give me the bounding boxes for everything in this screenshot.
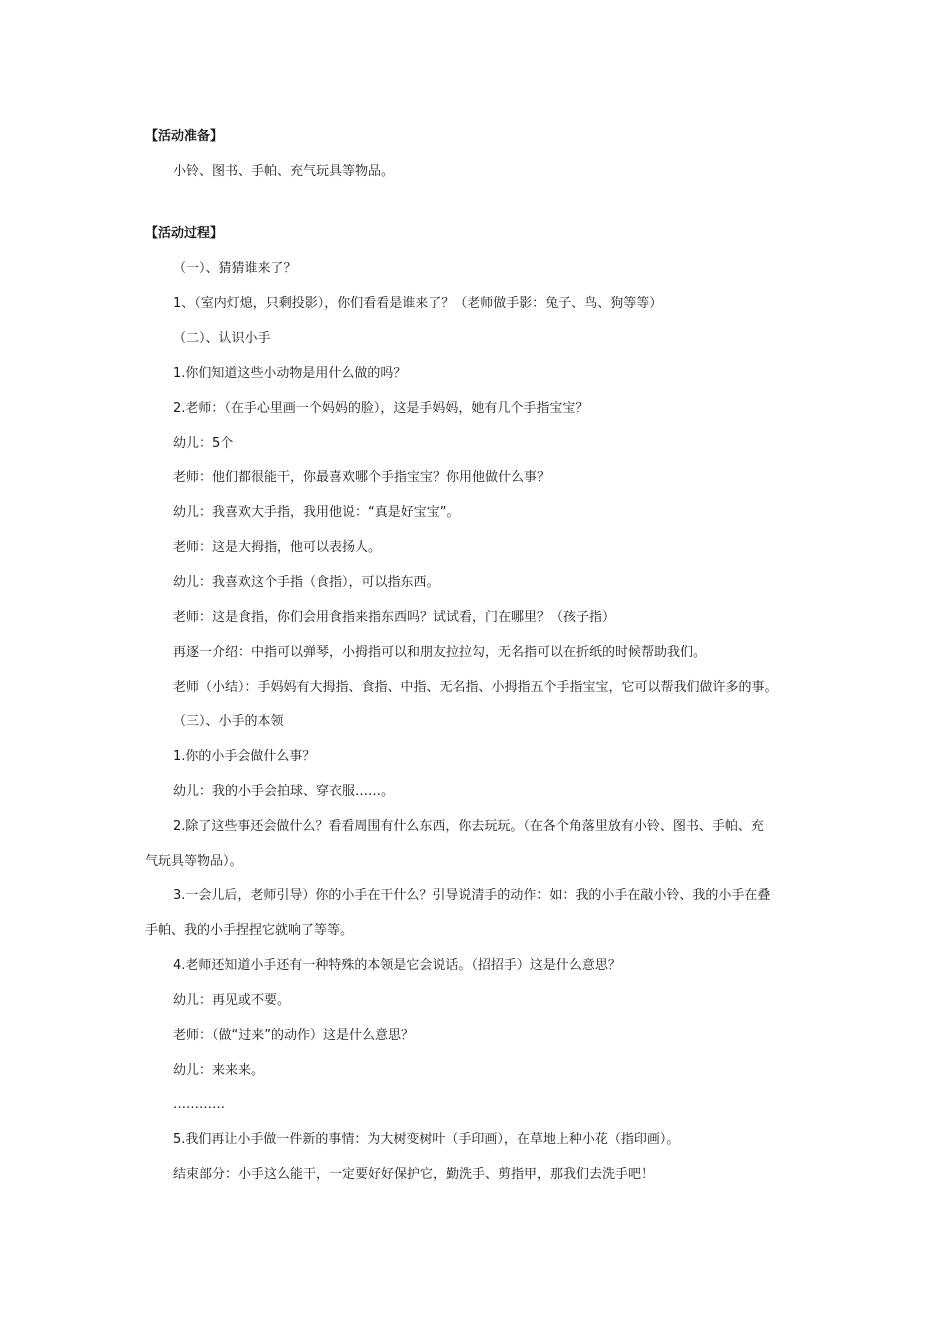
paragraph-line: 幼儿：我喜欢大手指，我用他说：“真是好宝宝”。 (173, 505, 460, 520)
paragraph-line: 幼儿：再见或不要。 (173, 993, 291, 1008)
subheading-know-hands: （二）、认识小手 (173, 331, 271, 346)
subheading-hand-skills: （三）、小手的本领 (173, 714, 284, 729)
paragraph-line: 老师：这是食指，你们会用食指来指东西吗？试试看，门在哪里？（孩子指） (173, 610, 616, 625)
paragraph-line: 5.我们再让小手做一件新的事情：为大树变树叶（手印画），在草地上种小花（指印画）。 (173, 1132, 680, 1147)
paragraph-line: 1、（室内灯熄，只剩投影），你们看看是谁来了？（老师做手影：兔子、鸟、狗等等） (173, 296, 663, 311)
paragraph-line: 2.除了这些事还会做什么？看看周围有什么东西，你去玩玩。（在各个角落里放有小铃、图书、手帕、充 (173, 819, 764, 834)
subheading-guess: （一）、猜猜谁来了？ (173, 261, 297, 276)
paragraph-line: 1.你的小手会做什么事？ (173, 749, 316, 764)
paragraph-line: 3.一会儿后，老师引导）你的小手在干什么？引导说清手的动作：如：我的小手在敲小铃、我的小手在叠 (173, 888, 771, 903)
paragraph-line: 2.老师：（在手心里画一个妈妈的脸），这是手妈妈，她有几个手指宝宝？ (173, 401, 589, 416)
section-heading-prep: 【活动准备】 (145, 129, 224, 144)
paragraph-line: 1.你们知道这些小动物是用什么做的吗？ (173, 366, 407, 381)
paragraph-line: 老师（小结）：手妈妈有大拇指、食指、中指、无名指、小拇指五个手指宝宝，它可以帮我们做许多的事。 (173, 680, 778, 695)
paragraph-line: 幼儿：我的小手会拍球、穿衣服……。 (173, 784, 395, 799)
paragraph-line: 幼儿：5个 (173, 436, 234, 451)
prep-materials-text: 小铃、图书、手帕、充气玩具等物品。 (173, 164, 395, 179)
paragraph-line: 幼儿：来来来。 (173, 1063, 265, 1078)
paragraph-line: 老师：这是大拇指，他可以表扬人。 (173, 540, 382, 555)
closing-paragraph: 结束部分：小手这么能干，一定要好好保护它，勤洗手、剪指甲，那我们去洗手吧！ (173, 1167, 655, 1182)
paragraph-line: 老师：他们都很能干，你最喜欢哪个手指宝宝？你用他做什么事？ (173, 470, 551, 485)
paragraph-line: 手帕、我的小手捏捏它就响了等等。 (145, 923, 354, 938)
section-heading-process: 【活动过程】 (145, 226, 224, 241)
paragraph-line: 再逐一介绍：中指可以弹琴，小拇指可以和朋友拉拉勾，无名指可以在折纸的时候帮助我们。 (173, 645, 707, 660)
paragraph-line: 幼儿：我喜欢这个手指（食指），可以指东西。 (173, 575, 440, 590)
ellipsis-line: ………… (173, 1097, 225, 1112)
paragraph-line: 气玩具等物品）。 (145, 854, 243, 869)
paragraph-line: 老师：（做“过来”的动作）这是什么意思？ (173, 1028, 414, 1043)
paragraph-line: 4.老师还知道小手还有一种特殊的本领是它会说话。（招招手）这是什么意思？ (173, 958, 621, 973)
